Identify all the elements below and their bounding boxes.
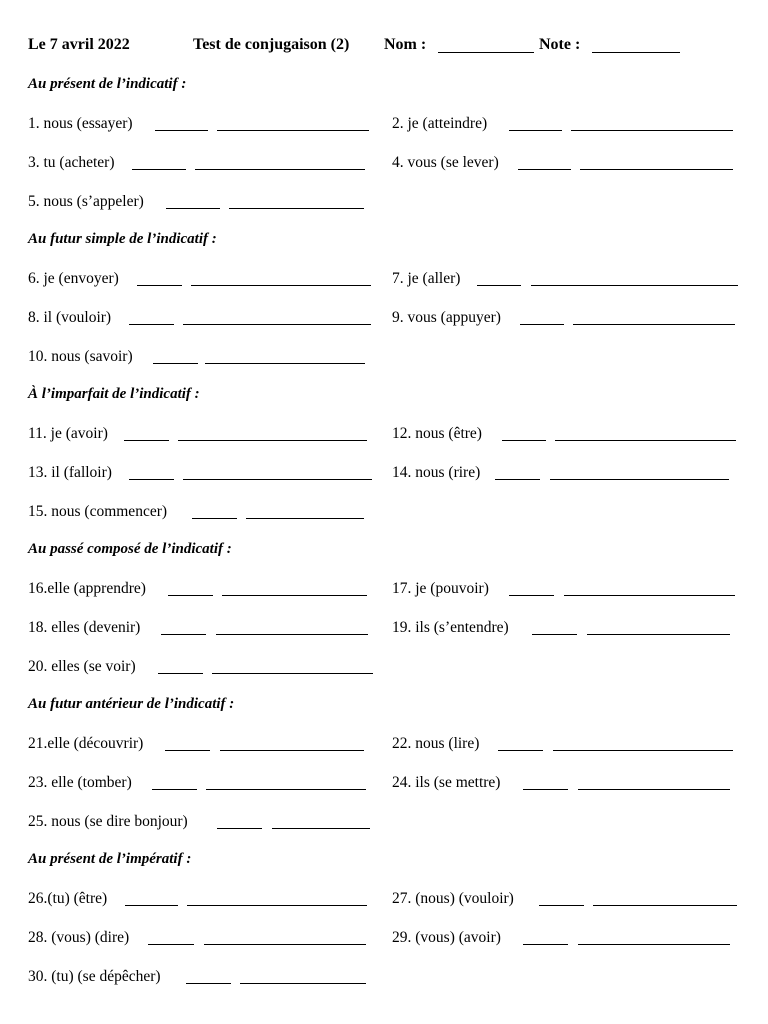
exercise-item: 3. tu (acheter) (28, 154, 115, 171)
answer-blank[interactable] (578, 944, 730, 945)
section-heading: Au présent de l’indicatif : (28, 76, 187, 92)
exercise-item: 22. nous (lire) (392, 735, 480, 752)
aux-blank[interactable] (153, 363, 198, 364)
exercise-item: 30. (tu) (se dépêcher) (28, 968, 161, 985)
aux-blank[interactable] (155, 130, 208, 131)
aux-blank[interactable] (166, 208, 220, 209)
answer-blank[interactable] (187, 905, 367, 906)
exercise-item: 2. je (atteindre) (392, 115, 488, 132)
aux-blank[interactable] (124, 440, 169, 441)
aux-blank[interactable] (137, 285, 182, 286)
answer-blank[interactable] (229, 208, 364, 209)
answer-blank[interactable] (222, 595, 367, 596)
exercise-item: 27. (nous) (vouloir) (392, 890, 514, 907)
answer-blank[interactable] (217, 130, 369, 131)
exercise-item: 20. elles (se voir) (28, 658, 136, 675)
section-heading: Au passé composé de l’indicatif : (28, 541, 232, 557)
aux-blank[interactable] (518, 169, 571, 170)
aux-blank[interactable] (523, 789, 568, 790)
exercise-item: 7. je (aller) (392, 270, 461, 287)
answer-blank[interactable] (212, 673, 373, 674)
test-title: Test de conjugaison (2) (193, 36, 350, 53)
aux-blank[interactable] (165, 750, 210, 751)
exercise-item: 24. ils (se mettre) (392, 774, 501, 791)
grade-label: Note : (539, 36, 581, 53)
aux-blank[interactable] (129, 479, 174, 480)
name-blank[interactable] (438, 52, 534, 53)
aux-blank[interactable] (495, 479, 540, 480)
answer-blank[interactable] (573, 324, 735, 325)
exercise-item: 13. il (falloir) (28, 464, 112, 481)
aux-blank[interactable] (158, 673, 203, 674)
answer-blank[interactable] (204, 944, 366, 945)
answer-blank[interactable] (191, 285, 371, 286)
exercise-item: 8. il (vouloir) (28, 309, 112, 326)
worksheet-header (0, 36, 768, 60)
answer-blank[interactable] (272, 828, 370, 829)
answer-blank[interactable] (553, 750, 733, 751)
aux-blank[interactable] (168, 595, 213, 596)
exercise-item: 9. vous (appuyer) (392, 309, 501, 326)
answer-blank[interactable] (183, 479, 372, 480)
aux-blank[interactable] (532, 634, 577, 635)
aux-blank[interactable] (498, 750, 543, 751)
aux-blank[interactable] (502, 440, 546, 441)
exercise-item: 26.(tu) (être) (28, 890, 108, 907)
section-heading: Au futur simple de l’indicatif : (28, 231, 217, 247)
answer-blank[interactable] (246, 518, 364, 519)
answer-blank[interactable] (178, 440, 367, 441)
aux-blank[interactable] (148, 944, 194, 945)
grade-blank[interactable] (592, 52, 680, 53)
exercise-item: 29. (vous) (avoir) (392, 929, 501, 946)
exercise-item: 17. je (pouvoir) (392, 580, 489, 597)
exercise-item: 10. nous (savoir) (28, 348, 133, 365)
answer-blank[interactable] (593, 905, 737, 906)
exercise-item: 12. nous (être) (392, 425, 482, 442)
answer-blank[interactable] (555, 440, 736, 441)
answer-blank[interactable] (195, 169, 365, 170)
aux-blank[interactable] (192, 518, 237, 519)
aux-blank[interactable] (129, 324, 174, 325)
aux-blank[interactable] (477, 285, 521, 286)
exercise-item: 11. je (avoir) (28, 425, 108, 442)
section-heading: Au futur antérieur de l’indicatif : (28, 696, 235, 712)
aux-blank[interactable] (125, 905, 178, 906)
answer-blank[interactable] (580, 169, 733, 170)
aux-blank[interactable] (161, 634, 206, 635)
exercise-item: 28. (vous) (dire) (28, 929, 130, 946)
exercise-item: 4. vous (se lever) (392, 154, 499, 171)
aux-blank[interactable] (217, 828, 262, 829)
answer-blank[interactable] (216, 634, 368, 635)
aux-blank[interactable] (132, 169, 186, 170)
date: Le 7 avril 2022 (28, 36, 130, 53)
exercise-item: 16.elle (apprendre) (28, 580, 146, 597)
answer-blank[interactable] (220, 750, 364, 751)
name-label: Nom : (384, 36, 427, 53)
answer-blank[interactable] (550, 479, 729, 480)
answer-blank[interactable] (564, 595, 735, 596)
answer-blank[interactable] (531, 285, 738, 286)
section-heading: À l’imparfait de l’indicatif : (28, 386, 200, 402)
aux-blank[interactable] (509, 130, 562, 131)
aux-blank[interactable] (523, 944, 568, 945)
exercise-item: 21.elle (découvrir) (28, 735, 144, 752)
aux-blank[interactable] (186, 983, 231, 984)
answer-blank[interactable] (578, 789, 730, 790)
exercise-item: 1. nous (essayer) (28, 115, 133, 132)
answer-blank[interactable] (183, 324, 371, 325)
aux-blank[interactable] (152, 789, 197, 790)
aux-blank[interactable] (520, 324, 564, 325)
exercise-item: 14. nous (rire) (392, 464, 481, 481)
exercise-item: 19. ils (s’entendre) (392, 619, 509, 636)
section-heading: Au présent de l’impératif : (28, 851, 192, 867)
exercise-item: 25. nous (se dire bonjour) (28, 813, 188, 830)
exercise-item: 6. je (envoyer) (28, 270, 119, 287)
answer-blank[interactable] (205, 363, 365, 364)
exercise-item: 15. nous (commencer) (28, 503, 168, 520)
aux-blank[interactable] (509, 595, 554, 596)
exercise-item: 5. nous (s’appeler) (28, 193, 144, 210)
exercise-item: 23. elle (tomber) (28, 774, 132, 791)
aux-blank[interactable] (539, 905, 584, 906)
answer-blank[interactable] (587, 634, 730, 635)
exercise-item: 18. elles (devenir) (28, 619, 141, 636)
answer-blank[interactable] (240, 983, 366, 984)
answer-blank[interactable] (206, 789, 366, 790)
answer-blank[interactable] (571, 130, 733, 131)
